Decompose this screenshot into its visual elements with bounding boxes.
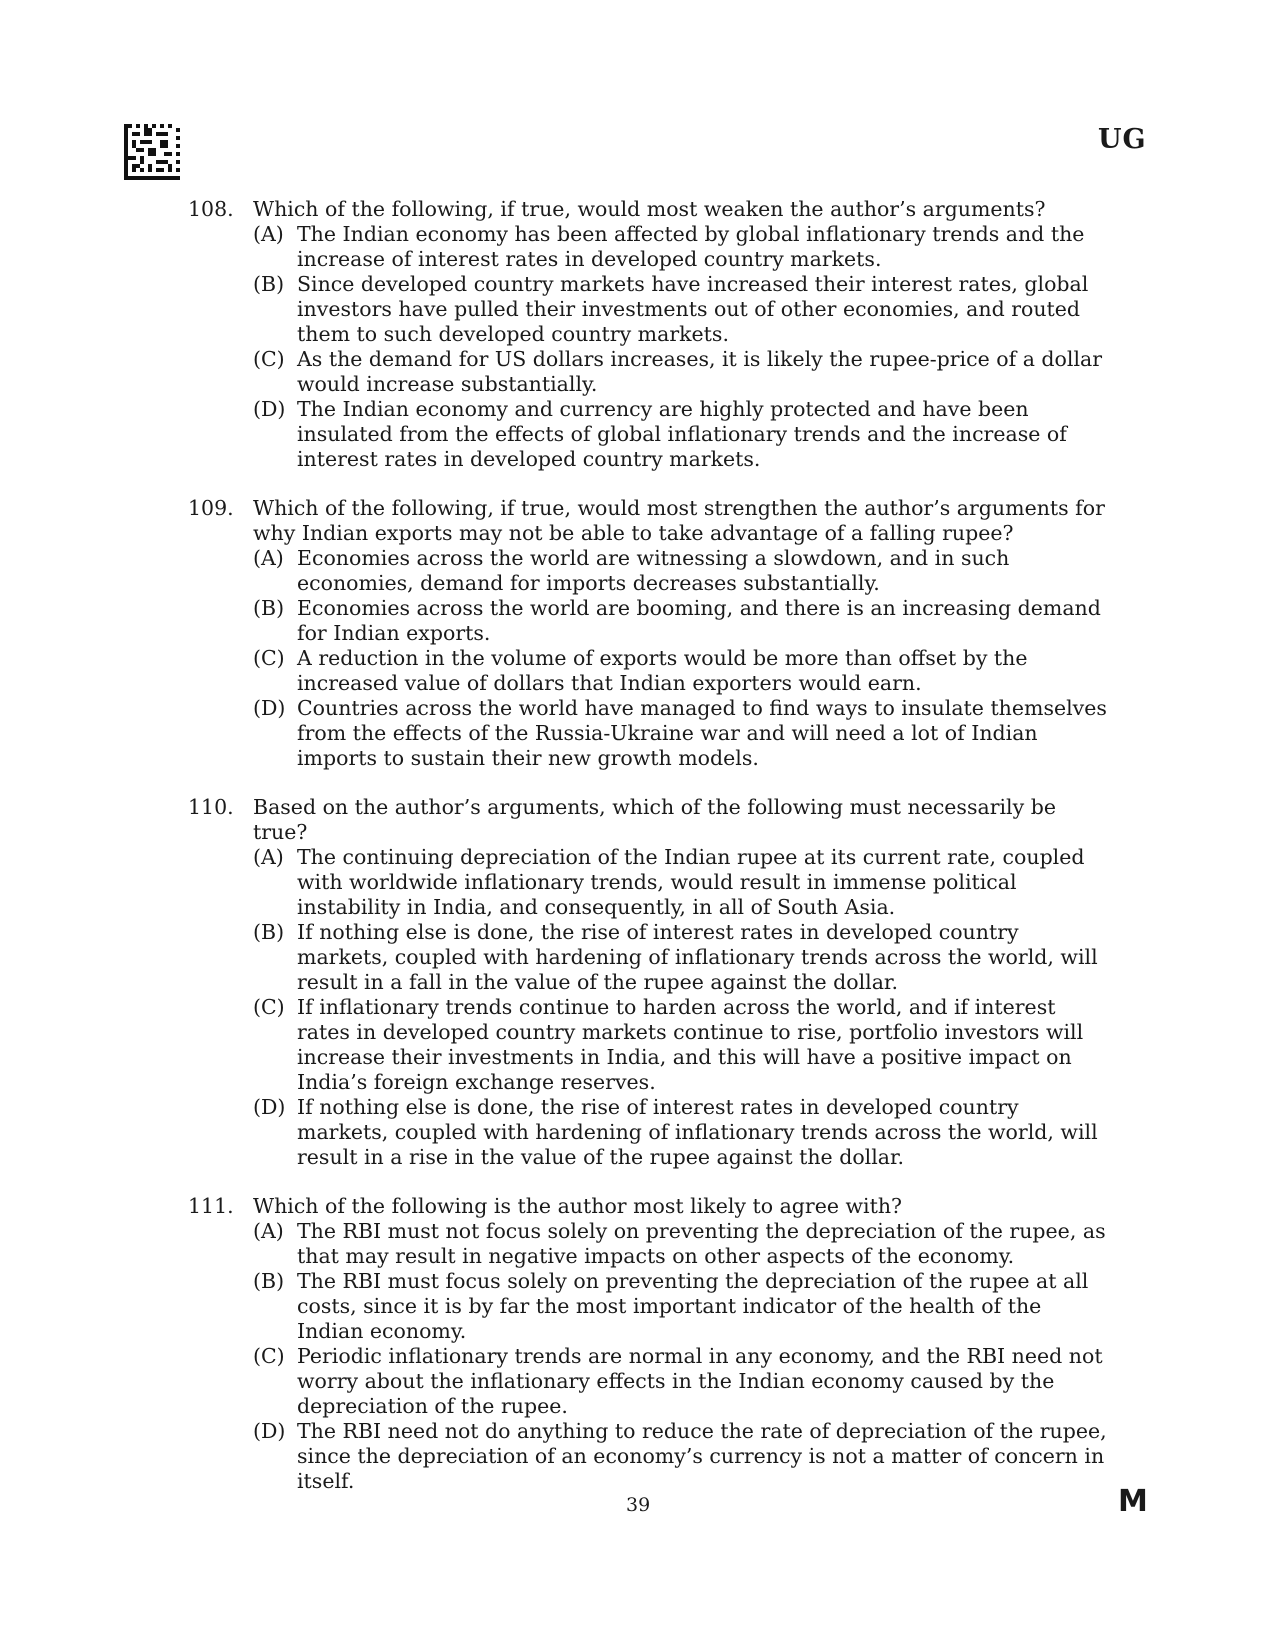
option-label: (D) xyxy=(253,1095,286,1119)
option-text: The RBI must focus solely on preventing the depreciation of the rupee at all costs, since it is by far the most important indicator of the health of the Indian economy. xyxy=(297,1269,1089,1343)
option-label: (B) xyxy=(253,920,285,944)
option-text: As the demand for US dollars increases, it is likely the rupee-price of a dollar would increase substantially. xyxy=(297,347,1103,396)
option-label: (D) xyxy=(253,397,286,421)
option-label: (A) xyxy=(253,546,284,570)
option-c xyxy=(253,646,1108,696)
option-text: If nothing else is done, the rise of interest rates in developed country markets, coupled with hardening of inflationary trends across the world, will result in a fall in the value of the rupee against the dollar. xyxy=(297,920,1098,994)
question-111 xyxy=(188,1194,1108,1494)
option-label: (C) xyxy=(253,995,285,1019)
option-d xyxy=(253,1095,1108,1170)
option-c xyxy=(253,347,1108,397)
option-b xyxy=(253,596,1108,646)
question-list xyxy=(188,197,1108,1518)
option-text: The Indian economy has been affected by global inflationary trends and the increase of interest rates in developed country markets. xyxy=(297,222,1085,271)
option-text: Countries across the world have managed to find ways to insulate themselves from the effects of the Russia-Ukraine war and will need a lot of Indian imports to sustain their new growth models. xyxy=(297,696,1107,770)
option-text: If inflationary trends continue to harden across the world, and if interest rates in developed country markets continue to rise, portfolio investors will increase their investments in India, and this will have a positive impact on India’s foreign exchange reserves. xyxy=(297,995,1084,1094)
question-text: Which of the following, if true, would most weaken the author’s arguments? xyxy=(253,197,1046,221)
option-a xyxy=(253,546,1108,596)
option-c xyxy=(253,1344,1108,1419)
option-label: (A) xyxy=(253,222,284,246)
option-a xyxy=(253,222,1108,272)
option-text: The RBI must not focus solely on preventing the depreciation of the rupee, as that may result in negative impacts on other aspects of the economy. xyxy=(297,1219,1106,1268)
question-number: 108. xyxy=(188,197,234,221)
question-108 xyxy=(188,197,1108,472)
option-b xyxy=(253,920,1108,995)
question-number: 111. xyxy=(188,1194,234,1218)
option-label: (B) xyxy=(253,272,285,296)
option-label: (C) xyxy=(253,646,285,670)
exam-code: UG xyxy=(1098,124,1147,155)
page-number: 39 xyxy=(626,1494,651,1516)
datamatrix-code-icon xyxy=(124,124,180,180)
option-b xyxy=(253,1269,1108,1344)
question-text: Which of the following is the author most likely to agree with? xyxy=(253,1194,903,1218)
question-text: Based on the author’s arguments, which of the following must necessarily be true? xyxy=(253,795,1056,844)
option-text: The continuing depreciation of the Indian rupee at its current rate, coupled with worldwide inflationary trends, would result in immense political instability in India, and consequently, in all of South Asia. xyxy=(297,845,1085,919)
option-label: (D) xyxy=(253,1419,286,1443)
option-label: (C) xyxy=(253,347,285,371)
option-text: Economies across the world are booming, and there is an increasing demand for Indian exports. xyxy=(297,596,1101,645)
option-label: (A) xyxy=(253,1219,284,1243)
option-d xyxy=(253,397,1108,472)
option-label: (B) xyxy=(253,596,285,620)
option-label: (D) xyxy=(253,696,286,720)
question-109 xyxy=(188,496,1108,771)
option-b xyxy=(253,272,1108,347)
option-text: A reduction in the volume of exports would be more than offset by the increased value of dollars that Indian exporters would earn. xyxy=(297,646,1028,695)
option-text: If nothing else is done, the rise of interest rates in developed country markets, coupled with hardening of inflationary trends across the world, will result in a rise in the value of the rupee against the dollar. xyxy=(297,1095,1098,1169)
option-label: (B) xyxy=(253,1269,285,1293)
question-set-code: M xyxy=(1118,1484,1148,1519)
question-110 xyxy=(188,795,1108,1170)
option-text: The RBI need not do anything to reduce the rate of depreciation of the rupee, since the depreciation of an economy’s currency is not a matter of concern in itself. xyxy=(297,1419,1107,1493)
option-label: (A) xyxy=(253,845,284,869)
question-number: 109. xyxy=(188,496,234,520)
option-text: Since developed country markets have increased their interest rates, global investors have pulled their investments out of other economies, and routed them to such developed country markets. xyxy=(297,272,1089,346)
question-number: 110. xyxy=(188,795,234,819)
option-d xyxy=(253,696,1108,771)
option-d xyxy=(253,1419,1108,1494)
option-a xyxy=(253,845,1108,920)
option-c xyxy=(253,995,1108,1095)
option-text: Economies across the world are witnessing a slowdown, and in such economies, demand for imports decreases substantially. xyxy=(297,546,1010,595)
option-a xyxy=(253,1219,1108,1269)
option-text: Periodic inflationary trends are normal in any economy, and the RBI need not worry about the inflationary effects in the Indian economy caused by the depreciation of the rupee. xyxy=(297,1344,1103,1418)
option-text: The Indian economy and currency are highly protected and have been insulated from the effects of global inflationary trends and the increase of interest rates in developed country markets. xyxy=(297,397,1067,471)
question-text: Which of the following, if true, would most strengthen the author’s arguments for why Indian exports may not be able to take advantage of a falling rupee? xyxy=(253,496,1105,545)
option-label: (C) xyxy=(253,1344,285,1368)
